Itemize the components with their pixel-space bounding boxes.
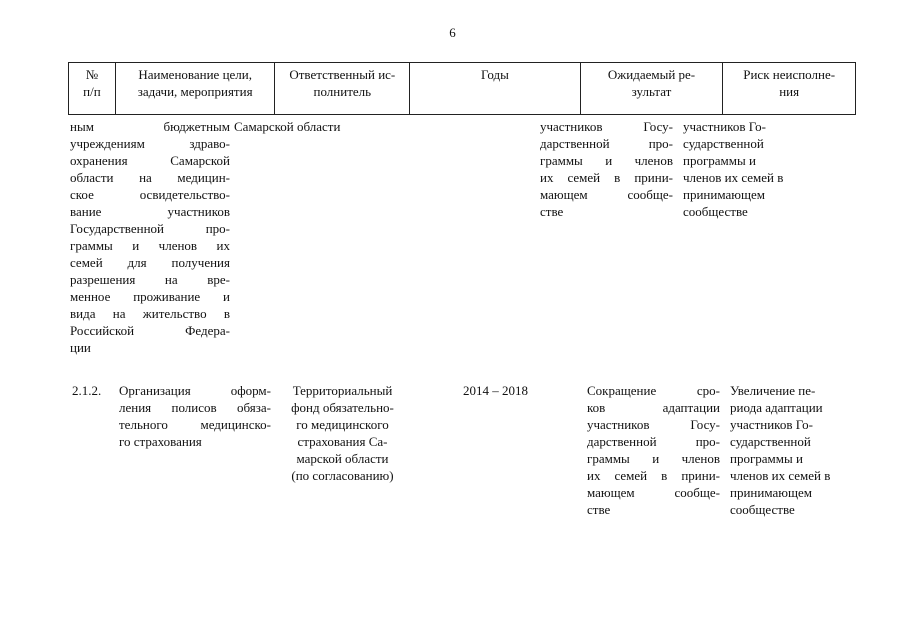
- cell-executor: [228, 118, 363, 368]
- cell-line: мающем сообще-: [587, 485, 720, 500]
- cell-line: мающем сообще-: [540, 187, 673, 202]
- cell-line: программы и: [730, 451, 803, 466]
- cell-line: участников Го-: [730, 417, 813, 432]
- header-number: [69, 63, 116, 114]
- cell-line: семей для получения: [70, 255, 230, 270]
- header-risk-line: ния: [779, 84, 800, 99]
- cell-line: Самарской области: [234, 119, 341, 134]
- cell-line: го страхования: [119, 434, 202, 449]
- header-executor-line: Ответственный ис-: [289, 67, 396, 82]
- cell-line: ское освидетельство-: [70, 187, 230, 202]
- header-risk: [723, 63, 855, 114]
- cell-line: го медицинского: [296, 417, 389, 432]
- cell-line: ков адаптации: [587, 400, 720, 415]
- cell-line: дарственной про-: [540, 136, 673, 151]
- cell-line: страхования Са-: [297, 434, 388, 449]
- cell-line: 2.1.2.: [72, 383, 102, 398]
- cell-line: разрешения на вре-: [70, 272, 230, 287]
- cell-line: участников Госу-: [587, 417, 720, 432]
- cell-line: сообществе: [730, 502, 795, 517]
- cell-line: участников Го-: [683, 119, 766, 134]
- header-executor: [275, 63, 410, 114]
- table-row: [68, 118, 856, 368]
- cell-line: Территориальный: [292, 383, 393, 398]
- cell-years: [363, 118, 534, 368]
- cell-line: стве: [540, 204, 564, 219]
- cell-line: участников Госу-: [540, 119, 673, 134]
- cell-line: Сокращение сро-: [587, 383, 720, 398]
- cell-number: [68, 382, 115, 518]
- page-number: 6: [449, 25, 456, 40]
- cell-line: ции: [70, 340, 91, 355]
- cell-line: их семей в прини-: [540, 170, 673, 185]
- cell-line: принимающем: [730, 485, 812, 500]
- cell-line: Организация оформ-: [119, 383, 271, 398]
- cell-line: программы и: [683, 153, 756, 168]
- cell-line: сударственной: [683, 136, 764, 151]
- cell-line: граммы и членов: [587, 451, 720, 466]
- cell-name: [21, 118, 230, 368]
- cell-executor: [275, 382, 410, 518]
- cell-line: граммы и членов: [540, 153, 673, 168]
- cell-line: ления полисов обяза-: [119, 400, 271, 415]
- header-name-line: Наименование цели,: [138, 67, 252, 82]
- cell-line: менное проживание и: [70, 289, 230, 304]
- cell-line: области на медицин-: [70, 170, 230, 185]
- cell-line: членов их семей в: [730, 468, 831, 483]
- header-years: [410, 63, 581, 114]
- cell-line: их семей в прини-: [587, 468, 720, 483]
- cell-line: тельного медицинско-: [119, 417, 271, 432]
- cell-line: сударственной: [730, 434, 811, 449]
- cell-line: вида на жительство в: [70, 306, 230, 321]
- cell-line: Увеличение пе-: [730, 383, 816, 398]
- cell-risk: [677, 118, 809, 368]
- header-executor-line: полнитель: [313, 84, 372, 99]
- cell-result: [534, 118, 677, 368]
- cell-line: сообществе: [683, 204, 748, 219]
- cell-line: Государственной про-: [70, 221, 230, 236]
- cell-result: [581, 382, 724, 518]
- header-years-line: Годы: [480, 67, 509, 82]
- header-number-line: №: [85, 67, 99, 82]
- cell-line: граммы и членов их: [70, 238, 230, 253]
- header-result: [581, 63, 724, 114]
- cell-line: вание участников: [70, 204, 230, 219]
- cell-line: марской области: [296, 451, 389, 466]
- cell-line: учреждениям здраво-: [70, 136, 230, 151]
- cell-risk: [724, 382, 856, 518]
- cell-line: фонд обязательно-: [291, 400, 394, 415]
- measures-table: [68, 62, 856, 518]
- cell-line: Российской Федера-: [70, 323, 230, 338]
- cell-line: 2014 – 2018: [463, 383, 528, 398]
- cell-line: ным бюджетным: [70, 119, 230, 134]
- cell-name: [115, 382, 275, 518]
- cell-line: риода адаптации: [730, 400, 823, 415]
- table-header-row: [68, 62, 856, 115]
- header-result-line: зультат: [631, 84, 672, 99]
- cell-line: стве: [587, 502, 611, 517]
- header-name: [116, 63, 276, 114]
- cell-line: принимающем: [683, 187, 765, 202]
- header-number-line: п/п: [83, 84, 101, 99]
- table-row: [68, 382, 856, 518]
- header-result-line: Ожидаемый ре-: [607, 67, 696, 82]
- cell-line: членов их семей в: [683, 170, 784, 185]
- cell-years: [410, 382, 581, 518]
- header-name-line: задачи, мероприятия: [137, 84, 253, 99]
- header-risk-line: Риск неисполне-: [743, 67, 836, 82]
- cell-line: (по согласованию): [291, 468, 394, 483]
- cell-line: охранения Самарской: [70, 153, 230, 168]
- cell-line: дарственной про-: [587, 434, 720, 449]
